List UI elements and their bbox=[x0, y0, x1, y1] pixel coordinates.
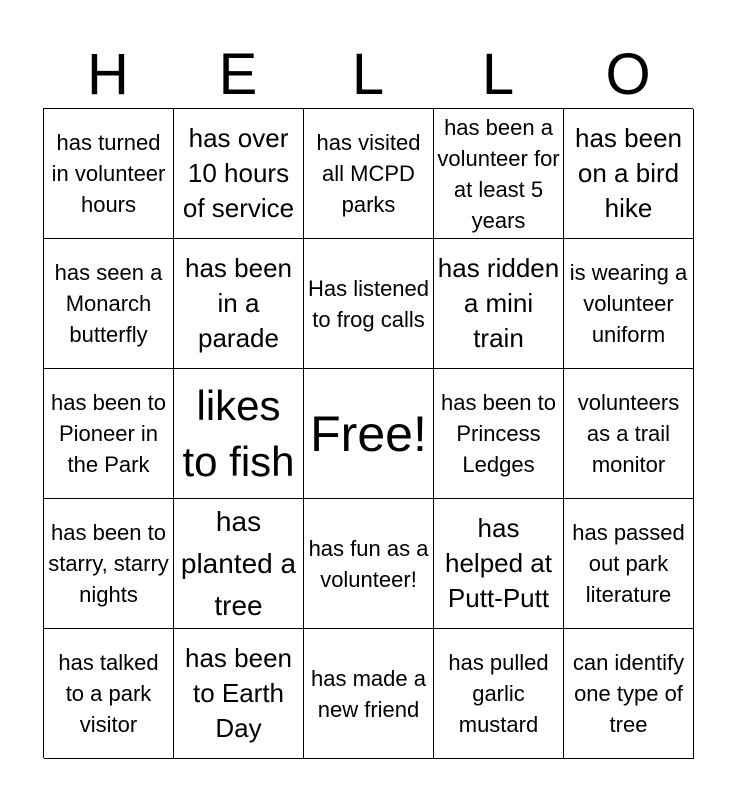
bingo-cell[interactable]: Has listened to frog calls bbox=[304, 239, 434, 369]
bingo-header bbox=[43, 42, 693, 108]
header-letter-l: L bbox=[351, 42, 385, 107]
bingo-cell[interactable]: has made a new friend bbox=[304, 629, 434, 759]
bingo-cell[interactable]: is wearing a volunteer uniform bbox=[564, 239, 694, 369]
bingo-board bbox=[43, 108, 693, 758]
bingo-cell[interactable]: has been to Pioneer in the Park bbox=[44, 369, 174, 499]
header-letter-h: H bbox=[87, 42, 129, 107]
bingo-cell[interactable]: has over 10 hours of service bbox=[174, 109, 304, 239]
bingo-cell[interactable]: has pulled garlic mustard bbox=[434, 629, 564, 759]
bingo-cell[interactable]: has been to Earth Day bbox=[174, 629, 304, 759]
bingo-cell[interactable]: has been to Princess Ledges bbox=[434, 369, 564, 499]
bingo-cell[interactable]: can identify one type of tree bbox=[564, 629, 694, 759]
bingo-cell[interactable]: volunteers as a trail monitor bbox=[564, 369, 694, 499]
bingo-cell[interactable]: has talked to a park visitor bbox=[44, 629, 174, 759]
bingo-cell[interactable]: has seen a Monarch butterfly bbox=[44, 239, 174, 369]
header-letter-l-second: L bbox=[481, 42, 515, 107]
bingo-cell[interactable]: has helped at Putt-Putt bbox=[434, 499, 564, 629]
bingo-cell[interactable]: has turned in volunteer hours bbox=[44, 109, 174, 239]
bingo-cell[interactable]: likes to fish bbox=[174, 369, 304, 499]
bingo-cell[interactable]: has been in a parade bbox=[174, 239, 304, 369]
bingo-cell[interactable]: has been to starry, starry nights bbox=[44, 499, 174, 629]
bingo-cell[interactable]: has passed out park literature bbox=[564, 499, 694, 629]
bingo-cell[interactable]: has been a volunteer for at least 5 years bbox=[434, 109, 564, 239]
bingo-cell[interactable]: has planted a tree bbox=[174, 499, 304, 629]
bingo-cell[interactable]: has been on a bird hike bbox=[564, 109, 694, 239]
bingo-cell[interactable]: has visited all MCPD parks bbox=[304, 109, 434, 239]
bingo-cell-free[interactable]: Free! bbox=[304, 369, 434, 499]
bingo-cell[interactable]: has fun as a volunteer! bbox=[304, 499, 434, 629]
header-letter-e: E bbox=[218, 42, 258, 107]
header-letter-o: O bbox=[605, 42, 651, 107]
bingo-cell[interactable]: has ridden a mini train bbox=[434, 239, 564, 369]
